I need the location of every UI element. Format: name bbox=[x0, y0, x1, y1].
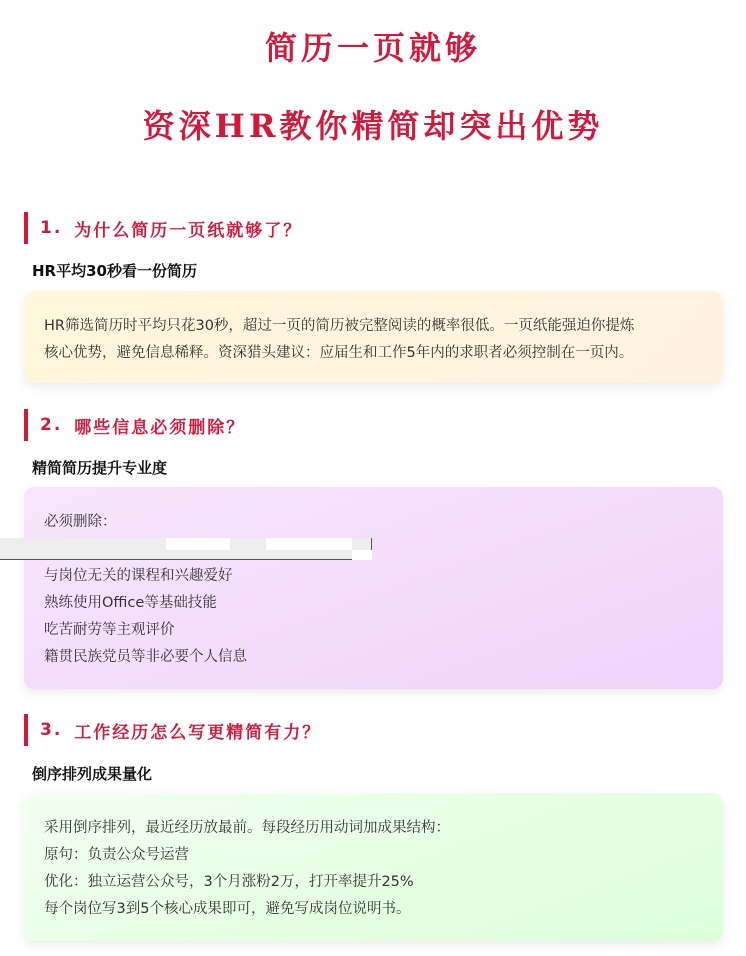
section-2-line-3: 与岗位无关的课程和兴趣爱好 bbox=[44, 568, 233, 584]
section-1-heading-text: 为什么简历一页纸就够了？ bbox=[74, 220, 303, 241]
section-1-heading bbox=[24, 212, 302, 244]
redaction-bar bbox=[0, 538, 372, 560]
section-3-line-4: 每个岗位写3到5个核心成果即可，避免写成岗位说明书。 bbox=[44, 901, 411, 917]
section-2-line-6: 籍贯民族党员等非必要个人信息 bbox=[44, 649, 247, 665]
section-3-line-2: 原句：负责公众号运营 bbox=[44, 847, 189, 863]
section-1-subhead: HR平均30秒看一份简历 bbox=[32, 262, 197, 280]
section-2-line-1: 必须删除： bbox=[44, 514, 117, 530]
section-1-number: 1. bbox=[40, 218, 63, 238]
section-3-heading bbox=[24, 714, 321, 746]
page-title-line-1: 简历一页就够 bbox=[264, 29, 481, 67]
section-2-line-4: 熟练使用Office等基础技能 bbox=[44, 595, 217, 611]
section-3-line-1: 采用倒序排列，最近经历放最前。每段经历用动词加成果结构： bbox=[44, 820, 450, 836]
section-1-line-1: HR筛选简历时平均只花30秒，超过一页的简历被完整阅读的概率很低。一页纸能强迫你提炼 bbox=[44, 318, 635, 334]
section-3-number: 3. bbox=[40, 720, 63, 740]
section-2-heading bbox=[24, 409, 245, 441]
section-1-card bbox=[24, 291, 723, 383]
page-title-line-2: 资深HR教你精简却突出优势 bbox=[142, 107, 604, 145]
section-2-number: 2. bbox=[40, 415, 63, 435]
section-2-line-5: 吃苦耐劳等主观评价 bbox=[44, 622, 175, 638]
section-2-card bbox=[24, 487, 723, 689]
section-2-subhead: 精简简历提升专业度 bbox=[32, 459, 168, 477]
section-1-line-2: 核心优势，避免信息稀释。资深猎头建议：应届生和工作5年内的求职者必须控制在一页内。 bbox=[44, 345, 634, 361]
section-3-heading-text: 工作经历怎么写更精简有力？ bbox=[74, 722, 322, 743]
section-3-card bbox=[24, 793, 723, 941]
section-3-subhead: 倒序排列成果量化 bbox=[32, 765, 153, 783]
section-3-line-3: 优化：独立运营公众号，3个月涨粉2万，打开率提升25% bbox=[44, 874, 414, 890]
section-2-heading-text: 哪些信息必须删除？ bbox=[74, 417, 246, 438]
